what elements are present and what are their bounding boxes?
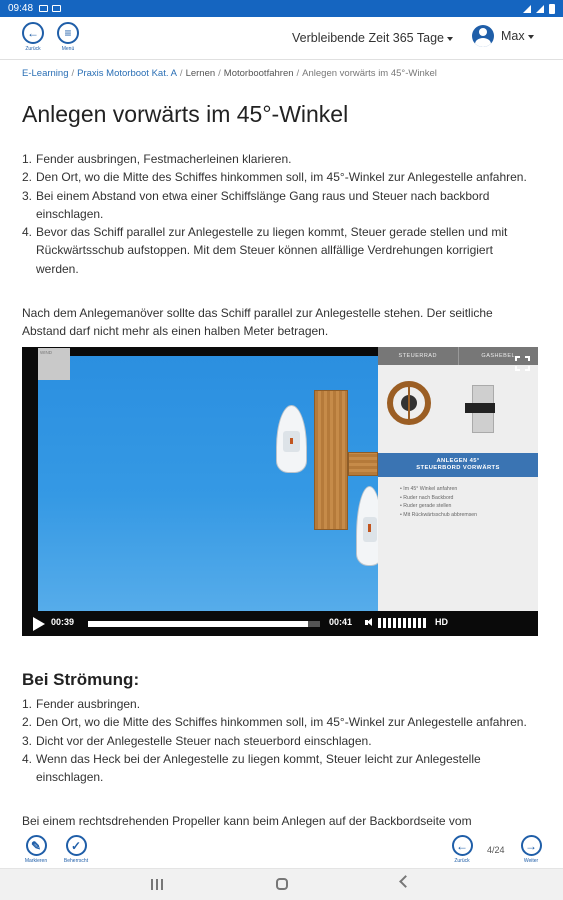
maneuver-banner: ANLEGEN 45° STEUERBORD VORWÄRTS: [378, 453, 538, 477]
video-info-panel: [378, 347, 538, 611]
dock-arm: [348, 452, 378, 476]
list-item: 1. Fender ausbringen, Festmacherleinen klarieren.: [22, 152, 292, 166]
progress-fill: [88, 621, 308, 627]
chevron-down-icon: [447, 37, 453, 41]
current-steps-list: [22, 695, 537, 786]
wifi-icon: [523, 5, 531, 13]
system-status-bar: [0, 0, 563, 17]
signal-icon: [536, 5, 544, 13]
breadcrumb-current: Anlegen vorwärts im 45°-Winkel: [302, 68, 437, 79]
progress-bar[interactable]: [88, 621, 320, 627]
video-watermark: WIND: [38, 348, 70, 380]
mastered-label: Beherrscht: [63, 858, 89, 864]
list-item: 3. Bei einem Abstand von etwa einer Schiffslänge Gang raus und Steuer nach backbord einschlagen.: [22, 188, 490, 221]
clock: 09:48: [8, 3, 34, 14]
volume-icon[interactable]: [365, 618, 371, 627]
breadcrumb: E-Learning / Praxis Motorboot Kat. A / Lernen / Motorbootfahren / Anlegen vorwärts im 45°-Winkel: [22, 68, 437, 79]
duration: 00:41: [329, 617, 353, 627]
arrow-right-icon: →: [521, 835, 542, 856]
system-nav-bar: [0, 868, 563, 900]
user-name: Max: [501, 29, 525, 43]
prev-label: Zurück: [454, 858, 470, 864]
back-label: Zurück: [25, 46, 41, 52]
next-label: Weiter: [523, 858, 539, 864]
recents-icon[interactable]: [151, 879, 163, 890]
current-time: 00:39: [51, 617, 75, 627]
remaining-time-text: Verbleibende Zeit 365 Tage: [292, 31, 444, 45]
breadcrumb-chapter[interactable]: Motorbootfahren: [223, 68, 294, 79]
breadcrumb-learn[interactable]: Lernen: [185, 68, 216, 79]
system-back-icon[interactable]: [399, 875, 412, 888]
list-item: 3. Dicht vor der Anlegestelle Steuer nach steuerbord einschlagen.: [22, 733, 372, 748]
menu-button[interactable]: [51, 22, 85, 52]
arrow-left-icon: ←: [452, 835, 473, 856]
list-item: 4. Wenn das Heck bei der Anlegestelle zu liegen kommt, Steuer leicht zur Anlegestelle einschlagen.: [22, 751, 481, 785]
throttle-lever-icon: [472, 385, 494, 433]
video-player[interactable]: [22, 347, 538, 636]
mastered-button[interactable]: [56, 835, 96, 864]
video-call-icon: [52, 5, 61, 12]
steering-wheel-label: STEUERRAD: [398, 353, 437, 359]
throttle-label: GASHEBEL: [458, 347, 539, 365]
lesson-footer-nav: [0, 832, 563, 868]
prev-page-button[interactable]: [442, 835, 482, 864]
video-controls: [22, 611, 538, 636]
boat-top: [276, 405, 307, 473]
user-menu[interactable]: [472, 25, 534, 47]
header-divider: [0, 59, 563, 60]
propeller-paragraph: Bei einem rechtsdrehenden Propeller kann beim Anlegen auf der Backbordseite vom: [22, 814, 472, 828]
back-button[interactable]: [16, 22, 50, 52]
next-page-button[interactable]: [511, 835, 551, 864]
quality-toggle[interactable]: HD: [435, 617, 448, 627]
list-item: 2. Den Ort, wo die Mitte des Schiffes hinkommen soll, im 45°-Winkel zur Anlegestelle anfahren.: [22, 170, 527, 185]
list-item: 4. Bevor das Schiff parallel zur Anlegestelle zu liegen kommt, Steuer gerade stellen und mit Rückwärtsschub aufstoppen. Mit dem Steuer können allfällige Verdrehungen korrigiert werden.: [22, 225, 508, 276]
list-item: 2. Den Ort, wo die Mitte des Schiffes hinkommen soll, im 45°-Winkel zur Anlegestelle anfahren.: [22, 715, 527, 730]
play-icon[interactable]: [33, 617, 45, 631]
home-icon[interactable]: [276, 878, 288, 890]
checkmark-icon: ✓: [66, 835, 87, 856]
arrow-left-icon: ←: [22, 22, 44, 44]
list-item: 1. Fender ausbringen.: [22, 697, 141, 711]
fullscreen-icon[interactable]: [515, 356, 530, 371]
steering-wheel-icon: [387, 381, 431, 425]
panel-header: [378, 347, 538, 365]
steps-list: [22, 150, 537, 278]
chevron-down-icon: [528, 35, 534, 39]
mark-label: Markieren: [24, 858, 48, 864]
breadcrumb-course[interactable]: Praxis Motorboot Kat. A: [77, 68, 177, 79]
dock: [314, 390, 348, 530]
menu-icon: ≡: [57, 22, 79, 44]
mark-button[interactable]: [16, 835, 56, 864]
notification-icon: [39, 5, 48, 12]
app-header: [0, 17, 563, 59]
menu-label: Menü: [61, 46, 75, 52]
remaining-time-dropdown[interactable]: [292, 31, 453, 45]
page-title: Anlegen vorwärts im 45°-Winkel: [22, 101, 349, 127]
page-indicator: 4/24: [487, 845, 505, 855]
current-subheading: Bei Strömung:: [22, 670, 140, 689]
maneuver-steps: • Im 45° Winkel anfahren • Ruder nach Backbord • Ruder gerade stellen • Mit Rückwärtsschub abbremsen: [400, 485, 477, 519]
user-avatar-icon: [472, 25, 494, 47]
breadcrumb-elearning[interactable]: E-Learning: [22, 68, 69, 79]
summary-paragraph: Nach dem Anlegemanöver sollte das Schiff parallel zur Anlegestelle stehen. Der seitliche Abstand darf nicht mehr als einen halben Meter betragen.: [22, 306, 493, 339]
battery-icon: [549, 4, 555, 14]
pencil-icon: ✎: [26, 835, 47, 856]
volume-slider[interactable]: [378, 618, 426, 628]
